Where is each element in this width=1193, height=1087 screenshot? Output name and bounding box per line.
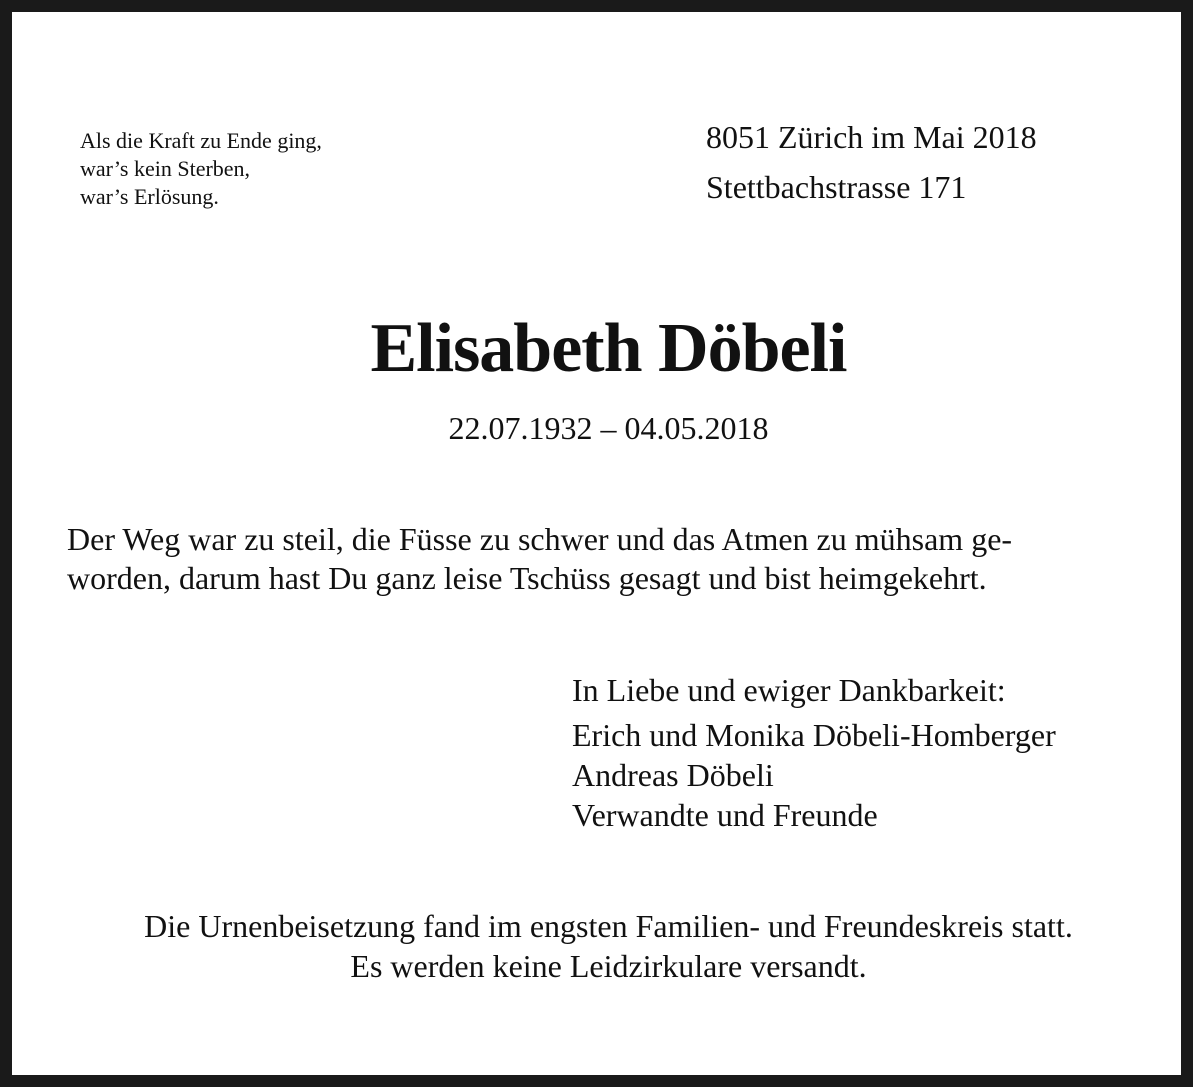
verse-line: worden, darum hast Du ganz leise Tschüss gesagt und bist heimgekehrt.	[67, 560, 987, 596]
mourner-name: Andreas Döbeli	[572, 757, 774, 793]
notice-line: Die Urnenbeisetzung fand im engsten Familien- und Freundeskreis statt.	[144, 908, 1073, 944]
farewell-verse	[67, 520, 1152, 598]
mourners-signature	[572, 670, 1172, 835]
verse-line: Der Weg war zu steil, die Füsse zu schwer und das Atmen zu mühsam ge-	[67, 521, 1013, 557]
deceased-name: Elisabeth Döbeli	[370, 310, 847, 387]
signature-intro: In Liebe und ewiger Dankbarkeit:	[572, 672, 1006, 708]
funeral-notice	[12, 906, 1193, 986]
poem-quote	[80, 127, 440, 211]
mourner-name: Verwandte und Freunde	[572, 797, 878, 833]
notice-line: Es werden keine Leidzirkulare versandt.	[350, 948, 867, 984]
poem-line: Als die Kraft zu Ende ging,	[80, 128, 322, 153]
address-street: Stettbachstrasse 171	[706, 169, 967, 205]
life-dates: 22.07.1932 – 04.05.2018	[448, 410, 769, 446]
address-place-date: 8051 Zürich im Mai 2018	[706, 119, 1037, 155]
mourner-name: Erich und Monika Döbeli-Homberger	[572, 717, 1056, 753]
poem-line: war’s kein Sterben,	[80, 156, 251, 181]
poem-line: war’s Erlösung.	[80, 184, 219, 209]
address-block	[706, 112, 1126, 212]
